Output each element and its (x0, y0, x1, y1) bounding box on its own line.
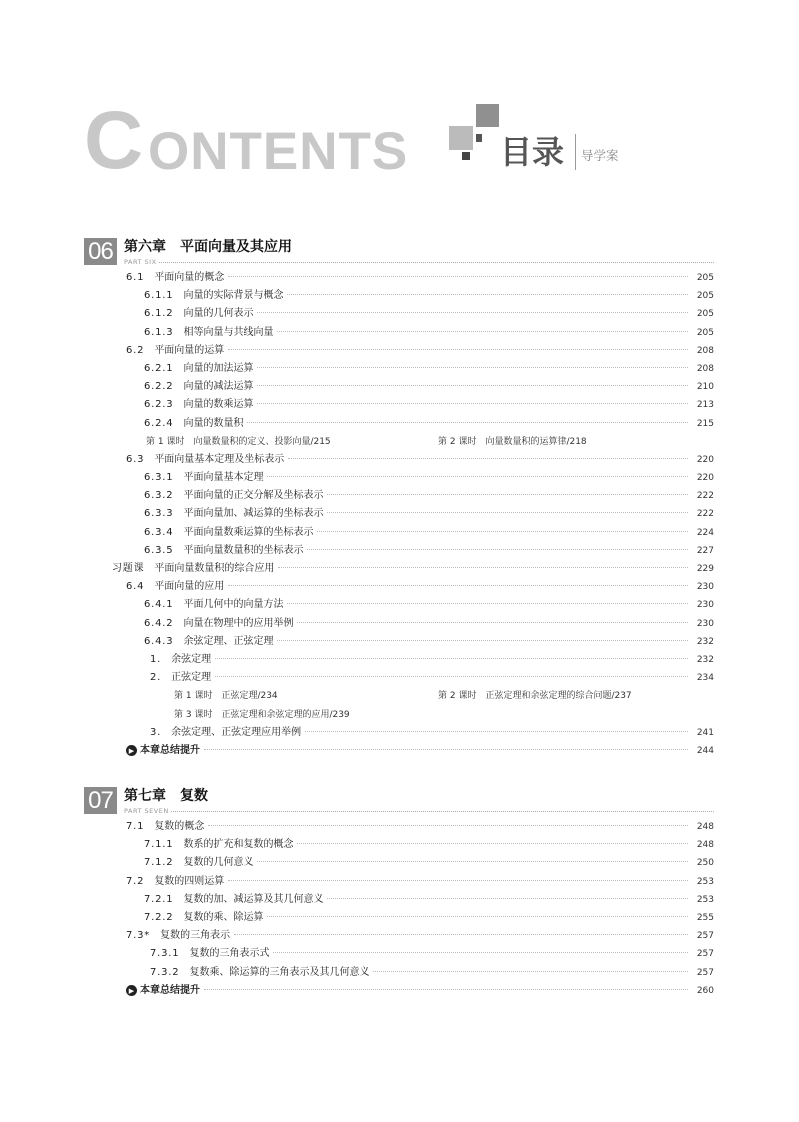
toc-entry-page: 253 (696, 894, 714, 905)
toc-entry-label: 平面向量的运算 (154, 344, 225, 356)
toc-entry-number: 6.2.3 (144, 399, 174, 411)
contents-big-c: C (84, 95, 142, 186)
leader-dots (373, 971, 688, 972)
toc-entry-label: 复数的三角表示式 (189, 948, 270, 960)
chapter-title[interactable]: 第七章 复数 (124, 788, 208, 804)
toc-entry-label: 复数的三角表示 (160, 930, 231, 942)
toc-entry[interactable] (84, 945, 714, 963)
leader-dots (257, 367, 688, 368)
toc-entry[interactable] (84, 578, 714, 596)
leader-dots (257, 403, 688, 404)
toc-entry-label: 平面向量的应用 (154, 581, 225, 593)
leader-dots (327, 898, 688, 899)
toc-entry[interactable] (84, 360, 714, 378)
toc-entry[interactable] (84, 836, 714, 854)
toc-entry-label: 复数的几何意义 (183, 857, 254, 869)
chapter-rule (124, 811, 714, 812)
contents-word: ONTENTS (148, 122, 409, 181)
toc-entry-number: 1. (150, 653, 162, 665)
toc-entry-number: 7.1.2 (144, 857, 174, 869)
toc-entry-label: 数系的扩充和复数的概念 (183, 839, 294, 851)
toc-entry[interactable] (84, 873, 714, 891)
leader-dots (215, 676, 688, 677)
play-icon: ▶ (126, 745, 137, 756)
lesson-entry[interactable]: 第 1 课时 正弦定理/234 (174, 691, 278, 702)
toc-entry-number: 6.4.3 (144, 635, 174, 647)
toc-entry-label: 复数的四则运算 (154, 875, 225, 887)
toc-entry-page: 250 (696, 858, 714, 869)
leader-dots (305, 731, 688, 732)
toc-entry-number: 7.1 (126, 821, 145, 832)
toc-list (84, 818, 714, 1000)
toc-entry[interactable] (84, 615, 714, 633)
toc-entry[interactable] (84, 487, 714, 505)
toc-entry-label: 复数的加、减运算及其几何意义 (183, 893, 324, 905)
toc-entry[interactable] (84, 596, 714, 614)
toc-entry-page: 205 (696, 327, 714, 338)
toc-entry-label: 向量的几何表示 (183, 308, 254, 320)
toc-entry-number: 6.2.1 (144, 362, 174, 374)
leader-dots (297, 622, 688, 623)
toc-entry-page: 208 (696, 345, 714, 356)
toc-entry-page: 253 (696, 876, 714, 887)
toc-entry-page: 232 (696, 636, 714, 647)
leader-dots (267, 476, 688, 477)
toc-entry-label: 平面向量数乘运算的坐标表示 (183, 526, 314, 538)
toc-entry-page: 257 (696, 949, 714, 960)
toc-entry-label: 向量的减法运算 (183, 381, 254, 393)
toc-entry-page: 229 (696, 564, 714, 574)
toc-entry-page: 210 (696, 382, 714, 393)
lesson-entry[interactable]: 第 2 课时 向量数量积的运算律/218 (438, 436, 587, 447)
toc-entry-label: 向量的实际背景与概念 (183, 290, 284, 302)
toc-entry-label: 余弦定理、正弦定理 (183, 635, 274, 647)
toc-entry-number: 习题课 (112, 563, 145, 574)
leader-dots (257, 385, 688, 386)
leader-dots (228, 880, 688, 881)
toc-entry[interactable] (84, 305, 714, 323)
decor-square-icon (476, 134, 482, 142)
leader-dots (234, 934, 688, 935)
decor-square-icon (476, 104, 499, 127)
toc-entry-label: 向量的加法运算 (183, 362, 254, 374)
toc-entry-label: 平面几何中的向量方法 (183, 599, 284, 611)
toc-entry[interactable] (84, 451, 714, 469)
leader-dots (257, 861, 688, 862)
toc-entry-page: 208 (696, 363, 714, 374)
toc-entry-page: 220 (696, 473, 714, 484)
toc-entry[interactable] (84, 524, 714, 542)
toc-entry-label: 复数乘、除运算的三角表示及其几何意义 (189, 966, 370, 978)
chapter-title[interactable]: 第六章 平面向量及其应用 (124, 239, 292, 255)
toc-entry-number: 7.3* (126, 930, 151, 942)
toc-entry-label: 相等向量与共线向量 (183, 326, 274, 338)
header-divider (575, 134, 576, 170)
toc-entry-number: 6.3 (126, 453, 145, 465)
toc-entry-label: 复数的乘、除运算 (183, 911, 264, 923)
leader-dots (257, 312, 688, 313)
leader-dots (297, 843, 688, 844)
toc-entry[interactable] (84, 964, 714, 982)
toc-entry-number: 6.2.2 (144, 381, 174, 393)
chapter-summary-entry[interactable] (84, 742, 714, 760)
toc-entry-number: 6.4 (126, 581, 145, 593)
toc-entry-page: 230 (696, 582, 714, 593)
lesson-pair (84, 706, 714, 724)
chapter-number: 06 (84, 238, 117, 265)
toc-entry[interactable] (84, 854, 714, 872)
toc-entry-page: 230 (696, 618, 714, 629)
toc-entry-number: 3. (150, 726, 162, 738)
toc-entry-label: 复数的概念 (154, 821, 205, 832)
leader-dots (307, 549, 688, 550)
leader-dots (228, 585, 688, 586)
toc-entry-label: 平面向量数量积的坐标表示 (183, 544, 304, 556)
toc-entry-number: 6.4.2 (144, 617, 174, 629)
toc-entry-number: 7.1.1 (144, 839, 174, 851)
toc-entry-number: 6.3.3 (144, 508, 174, 520)
leader-dots (287, 294, 688, 295)
toc-entry-label: 平面向量加、减运算的坐标表示 (183, 508, 324, 520)
toc-entry[interactable] (84, 269, 714, 287)
leader-dots (204, 749, 688, 750)
toc-entry-page: 227 (696, 545, 714, 556)
toc-entry-label: 向量的数量积 (183, 417, 244, 429)
toc-entry-label: 余弦定理 (171, 653, 212, 665)
toc-entry[interactable] (84, 396, 714, 414)
mulu-title: 目录 (500, 133, 565, 171)
toc-entry[interactable] (84, 560, 714, 578)
toc-entry[interactable] (84, 669, 714, 687)
leader-dots (277, 331, 688, 332)
toc-entry-number: 6.1.1 (144, 290, 174, 302)
toc-entry-number: 6.2 (126, 344, 145, 356)
toc-entry[interactable] (84, 927, 714, 945)
toc-entry-page: 215 (696, 418, 714, 429)
toc-entry-label: 平面向量数量积的综合应用 (154, 563, 275, 574)
toc-entry-page: 244 (696, 745, 714, 756)
toc-entry-page: 205 (696, 309, 714, 320)
toc-entry[interactable] (84, 651, 714, 669)
leader-dots (288, 458, 688, 459)
toc-entry-label: 本章总结提升 (140, 984, 200, 996)
toc-entry[interactable] (84, 324, 714, 342)
lesson-entry[interactable]: 第 1 课时 向量数量积的定义、投影向量/215 (146, 436, 331, 447)
toc-entry[interactable] (84, 342, 714, 360)
leader-dots (327, 494, 688, 495)
leader-dots (317, 531, 688, 532)
toc-entry-label: 平面向量基本定理及坐标表示 (154, 453, 285, 465)
toc-entry-page: 248 (696, 822, 714, 832)
toc-entry-page: 257 (696, 967, 714, 978)
toc-entry-number: 7.2 (126, 875, 145, 887)
toc-entry-number: 7.2.1 (144, 893, 174, 905)
toc-entry-page: 205 (696, 273, 714, 283)
toc-entry-label: 向量在物理中的应用举例 (183, 617, 294, 629)
toc-entry-label: 平面向量的概念 (154, 272, 225, 283)
toc-entry-page: 205 (696, 291, 714, 302)
toc-entry-label: 正弦定理 (171, 672, 212, 684)
toc-entry-page: 220 (696, 454, 714, 465)
toc-entry-number: 2. (150, 672, 162, 684)
toc-entry[interactable] (84, 542, 714, 560)
lesson-entry[interactable]: 第 2 课时 正弦定理和余弦定理的综合问题/237 (438, 691, 632, 702)
toc-entry[interactable] (84, 633, 714, 651)
toc-entry-number: 7.3.1 (150, 948, 180, 960)
leader-dots (208, 825, 688, 826)
play-icon: ▶ (126, 985, 137, 996)
toc-entry[interactable] (84, 505, 714, 523)
toc-entry-number: 6.2.4 (144, 417, 174, 429)
toc-entry-page: 230 (696, 600, 714, 611)
toc-entry-number: 6.1.3 (144, 326, 174, 338)
toc-entry-page: 260 (696, 985, 714, 996)
toc-entry-number: 7.2.2 (144, 911, 174, 923)
toc-entry[interactable] (84, 287, 714, 305)
toc-entry-page: 234 (696, 673, 714, 684)
toc-entry-label: 本章总结提升 (140, 744, 200, 756)
chapter-rule (124, 262, 714, 263)
toc-entry-number: 6.1.2 (144, 308, 174, 320)
leader-dots (204, 989, 688, 990)
toc-entry-page: 224 (696, 527, 714, 538)
chapter-number: 07 (84, 787, 117, 814)
toc-entry-label: 平面向量的正交分解及坐标表示 (183, 490, 324, 502)
toc-entry-label: 平面向量基本定理 (183, 472, 264, 484)
toc-entry[interactable] (84, 378, 714, 396)
lesson-entry[interactable]: 第 3 课时 正弦定理和余弦定理的应用/239 (174, 709, 350, 720)
contents-header (84, 95, 684, 186)
toc-entry-number: 7.3.2 (150, 966, 180, 978)
toc-list (84, 269, 714, 760)
toc-entry[interactable] (84, 891, 714, 909)
lesson-pair (84, 433, 714, 451)
leader-dots (287, 603, 688, 604)
leader-dots (277, 640, 688, 641)
toc-entry-page: 248 (696, 840, 714, 851)
leader-dots (215, 658, 688, 659)
leader-dots (267, 916, 688, 917)
leader-dots (273, 952, 688, 953)
toc-entry-page: 222 (696, 509, 714, 520)
toc-entry[interactable] (84, 469, 714, 487)
toc-entry-number: 6.1 (126, 272, 145, 283)
toc-entry[interactable] (84, 724, 714, 742)
header-subtitle: 导学案 (581, 148, 619, 163)
toc-entry-label: 向量的数乘运算 (183, 399, 254, 411)
leader-dots (228, 276, 688, 277)
leader-dots (278, 567, 688, 568)
toc-entry[interactable] (84, 415, 714, 433)
toc-entry[interactable] (84, 909, 714, 927)
chapter-part: PART SIX (124, 258, 157, 266)
leader-dots (228, 349, 688, 350)
lesson-pair (84, 687, 714, 705)
toc-entry-page: 257 (696, 931, 714, 942)
toc-entry-page: 241 (696, 727, 714, 738)
toc-entry-page: 255 (696, 912, 714, 923)
leader-dots (327, 512, 688, 513)
toc-entry[interactable] (84, 818, 714, 836)
toc-entry-label: 余弦定理、正弦定理应用举例 (171, 726, 302, 738)
leader-dots (247, 422, 688, 423)
toc-entry-page: 232 (696, 654, 714, 665)
decor-square-icon (462, 152, 470, 160)
toc-entry-number: 6.3.2 (144, 490, 174, 502)
toc-entry-number: 6.3.5 (144, 544, 174, 556)
chapter-summary-entry[interactable] (84, 982, 714, 1000)
toc-entry-page: 222 (696, 491, 714, 502)
toc-entry-number: 6.4.1 (144, 599, 174, 611)
decor-square-icon (449, 126, 473, 150)
chapter-part: PART SEVEN (124, 807, 169, 815)
toc-entry-page: 213 (696, 400, 714, 411)
toc-entry-number: 6.3.4 (144, 526, 174, 538)
toc-entry-number: 6.3.1 (144, 472, 174, 484)
